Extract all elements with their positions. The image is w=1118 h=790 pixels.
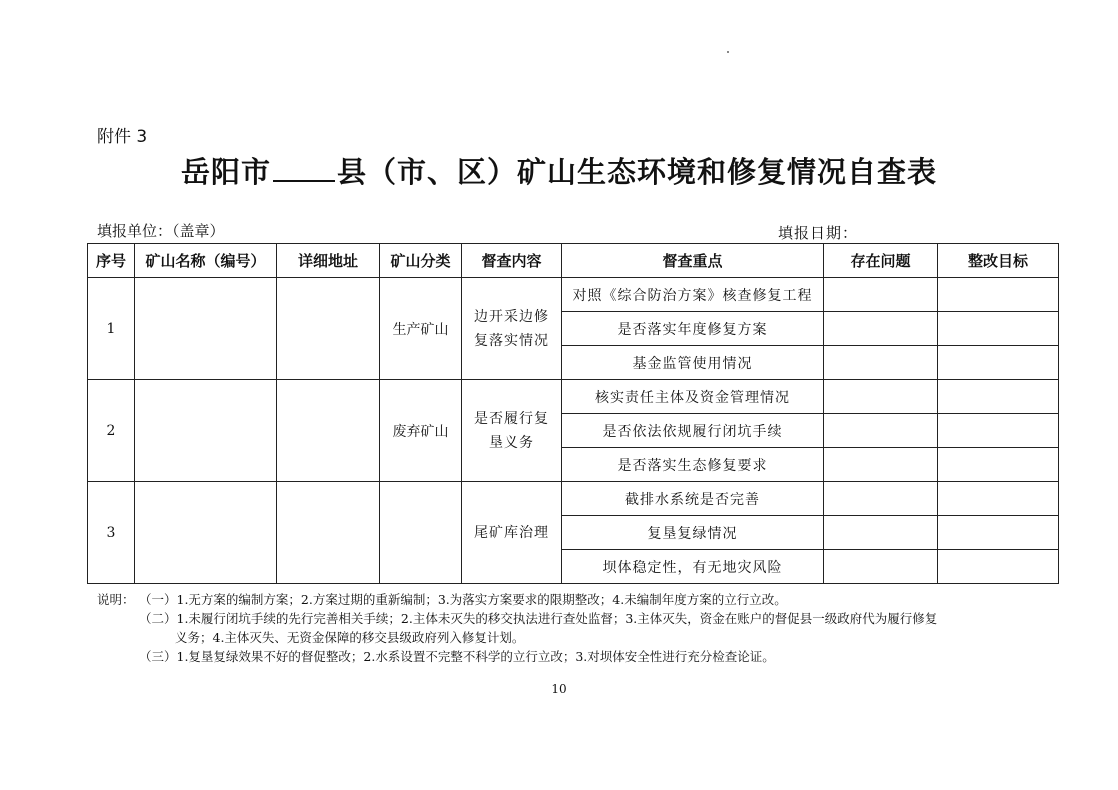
cell-goal[interactable]	[938, 482, 1059, 516]
cell-address[interactable]	[277, 278, 380, 380]
cell-problem[interactable]	[824, 312, 938, 346]
cell-mine-name[interactable]	[135, 278, 277, 380]
header-address: 详细地址	[277, 244, 380, 278]
notes-section	[97, 590, 1057, 666]
content-text: 边开采边修复落实情况	[474, 308, 549, 349]
cell-problem[interactable]	[824, 550, 938, 584]
cell-no: 1	[88, 278, 135, 380]
page-number: 10	[551, 682, 567, 696]
cell-content	[462, 278, 562, 380]
self-check-table	[87, 243, 1059, 584]
header-content: 督查内容	[462, 244, 562, 278]
cell-mine-name[interactable]	[135, 482, 277, 584]
cell-problem[interactable]	[824, 482, 938, 516]
cell-key-point: 是否落实年度修复方案	[562, 312, 824, 346]
table-row	[88, 380, 1059, 414]
fill-unit-label: 填报单位：（盖章）	[97, 222, 225, 240]
table-header-row	[88, 244, 1059, 278]
cell-category: 废弃矿山	[380, 380, 462, 482]
cell-no: 2	[88, 380, 135, 482]
cell-key-point: 是否依法依规履行闭坑手续	[562, 414, 824, 448]
cell-goal[interactable]	[938, 550, 1059, 584]
header-mine-name: 矿山名称（编号）	[135, 244, 277, 278]
table-row	[88, 278, 1059, 312]
header-category: 矿山分类	[380, 244, 462, 278]
cell-content	[462, 482, 562, 584]
header-key-points: 督查重点	[562, 244, 824, 278]
note-line	[97, 590, 1057, 609]
county-blank	[273, 156, 335, 182]
cell-key-point: 截排水系统是否完善	[562, 482, 824, 516]
cell-goal[interactable]	[938, 278, 1059, 312]
cell-goal[interactable]	[938, 448, 1059, 482]
note-line: 义务；4.主体灭失、无资金保障的移交县级政府列入修复计划。	[175, 630, 525, 645]
note-line: （二）1.未履行闭坑手续的先行完善相关手续；2.主体未灭失的移交执法进行查处监督；3.主体灭失，资金在账户的督促县一级政府代为履行修复	[139, 611, 938, 626]
cell-problem[interactable]	[824, 448, 938, 482]
cell-goal[interactable]	[938, 516, 1059, 550]
header-goals: 整改目标	[938, 244, 1059, 278]
cell-address[interactable]	[277, 380, 380, 482]
cell-category	[380, 482, 462, 584]
cell-key-point: 基金监管使用情况	[562, 346, 824, 380]
page-title	[0, 150, 1118, 191]
cell-goal[interactable]	[938, 312, 1059, 346]
cell-key-point: 坝体稳定性，有无地灾风险	[562, 550, 824, 584]
scan-speck	[727, 51, 729, 53]
content-text: 尾矿库治理	[474, 524, 549, 541]
cell-problem[interactable]	[824, 516, 938, 550]
header-problems: 存在问题	[824, 244, 938, 278]
note-line: （三）1.复垦复绿效果不好的督促整改；2.水系设置不完整不科学的立行立改；3.对坝体安全性进行充分检查论证。	[139, 649, 775, 664]
cell-goal[interactable]	[938, 346, 1059, 380]
cell-key-point: 复垦复绿情况	[562, 516, 824, 550]
cell-content	[462, 380, 562, 482]
title-prefix: 岳阳市	[180, 155, 271, 189]
cell-goal[interactable]	[938, 380, 1059, 414]
cell-address[interactable]	[277, 482, 380, 584]
fill-date-label: 填报日期：	[778, 224, 859, 242]
cell-problem[interactable]	[824, 380, 938, 414]
attachment-label: 附件 3	[97, 127, 148, 147]
cell-problem[interactable]	[824, 414, 938, 448]
cell-key-point: 是否落实生态修复要求	[562, 448, 824, 482]
header-no: 序号	[88, 244, 135, 278]
content-text: 是否履行复垦义务	[474, 410, 549, 451]
cell-category: 生产矿山	[380, 278, 462, 380]
notes-label: 说明：	[97, 592, 135, 607]
cell-key-point: 核实责任主体及资金管理情况	[562, 380, 824, 414]
table-row	[88, 482, 1059, 516]
cell-problem[interactable]	[824, 278, 938, 312]
cell-problem[interactable]	[824, 346, 938, 380]
cell-mine-name[interactable]	[135, 380, 277, 482]
title-suffix: 县（市、区）矿山生态环境和修复情况自查表	[337, 155, 938, 189]
note-text: （一）1.无方案的编制方案；2.方案过期的重新编制；3.为落实方案要求的限期整改；4.未编制年度方案的立行立改。	[139, 592, 787, 607]
cell-no: 3	[88, 482, 135, 584]
cell-key-point: 对照《综合防治方案》核查修复工程	[562, 278, 824, 312]
cell-goal[interactable]	[938, 414, 1059, 448]
